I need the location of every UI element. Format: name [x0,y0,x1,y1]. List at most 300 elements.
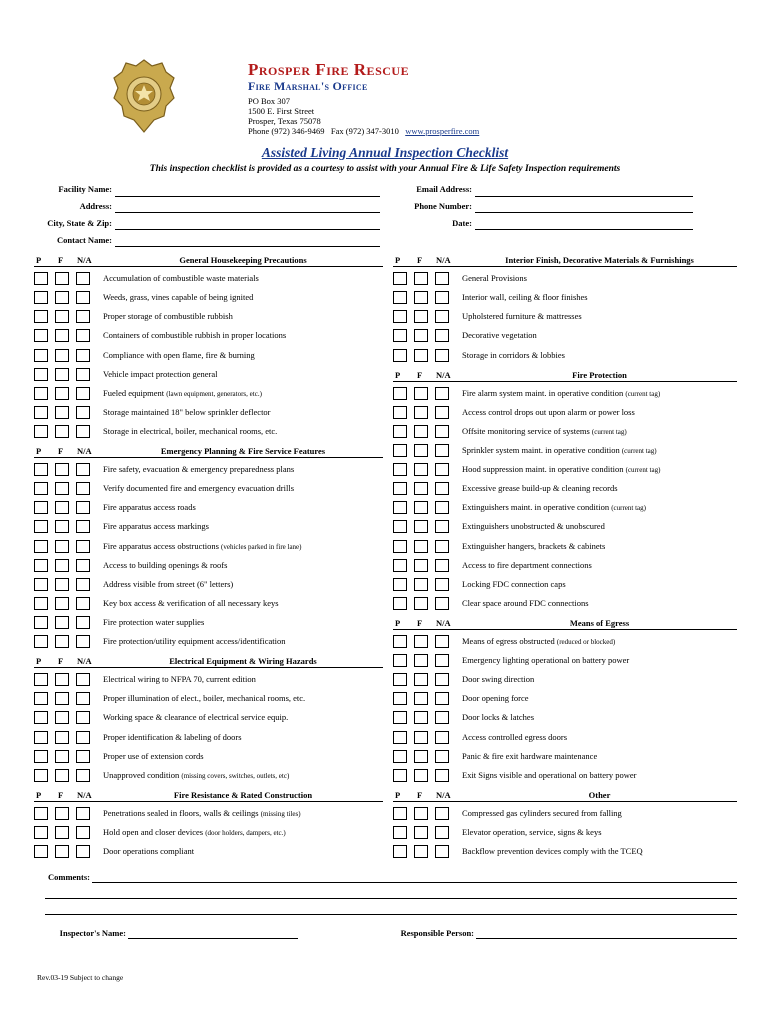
fail-checkbox[interactable] [55,711,69,724]
fail-checkbox[interactable] [414,349,428,362]
item-text: Door locks & latches [462,712,534,723]
na-checkbox[interactable] [76,349,90,362]
fail-checkbox[interactable] [414,807,428,820]
fail-checkbox[interactable] [414,711,428,724]
item-text: Access to fire department connections [462,559,592,570]
checklist-item [462,330,537,340]
checklist-item [103,483,294,493]
item-text: Fire protection/utility equipment access/identification [103,636,286,646]
pass-checkbox[interactable] [393,540,407,553]
fire-badge-logo [112,58,176,134]
fail-checkbox[interactable] [55,425,69,438]
item-text: Proper identification & labeling of doors [103,731,242,742]
pass-checkbox[interactable] [393,845,407,858]
inspector-name-field[interactable] [128,938,298,939]
item-text: Fire protection water supplies [103,616,205,627]
checklist-item [462,751,597,761]
pass-checkbox[interactable] [34,272,48,285]
na-checkbox[interactable] [76,845,90,858]
pass-checkbox[interactable] [393,711,407,724]
na-checkbox[interactable] [435,769,449,782]
page-subtitle: This inspection checklist is provided as a courtesy to assist with your Annual Fire & Life Safety Inspection requirements [149,164,621,174]
contact-name-label: Contact Name: [57,235,112,245]
item-note: (reduced or blocked) [556,638,616,646]
na-checkbox[interactable] [435,463,449,476]
section-divider [393,381,737,382]
item-text: Sprinkler system maint. in operative condition [462,445,622,455]
pass-checkbox[interactable] [393,559,407,572]
item-text: Access control drops out upon alarm or power loss [462,406,635,417]
section-divider [34,266,383,267]
comments-line[interactable] [45,914,737,915]
na-checkbox[interactable] [435,425,449,438]
na-checkbox[interactable] [435,520,449,533]
na-checkbox[interactable] [76,597,90,610]
pass-checkbox[interactable] [34,750,48,763]
col-f-header: F [58,656,64,667]
na-checkbox[interactable] [435,578,449,591]
checklist-item [462,541,605,551]
pass-checkbox[interactable] [34,349,48,362]
col-p-header: P [395,255,401,265]
checklist-item [103,598,279,608]
checklist-item [462,464,660,474]
comments-label: Comments: [47,872,90,882]
date-label: Date: [452,218,472,228]
pass-checkbox[interactable] [34,329,48,342]
col-f-header: F [417,617,423,628]
item-text: Hood suppression maint. in operative condition [462,464,626,475]
na-checkbox[interactable] [76,368,90,381]
fail-checkbox[interactable] [55,329,69,342]
item-text: Extinguishers maint. in operative condition [462,502,612,513]
fail-checkbox[interactable] [414,463,428,476]
pass-checkbox[interactable] [393,692,407,705]
checklist-item [103,292,253,302]
pass-checkbox[interactable] [393,425,407,438]
pass-checkbox[interactable] [34,711,48,724]
fail-checkbox[interactable] [414,444,428,457]
na-checkbox[interactable] [435,444,449,457]
pass-checkbox[interactable] [34,616,48,629]
na-checkbox[interactable] [435,692,449,705]
item-note: (door holders, dampers, etc.) [205,829,286,837]
na-checkbox[interactable] [76,711,90,724]
item-note: (current tag) [591,427,627,436]
item-text: Door opening force [462,693,529,704]
contact-name-field[interactable] [115,246,380,247]
na-checkbox[interactable] [76,501,90,514]
checklist-item [103,827,286,837]
checklist-item [103,674,256,684]
item-text: Exit Signs visible and operational on battery power [462,769,637,780]
na-checkbox[interactable] [435,750,449,763]
na-checkbox[interactable] [76,616,90,629]
pass-checkbox[interactable] [34,540,48,553]
item-text: Door operations compliant [103,846,195,857]
item-text: Backflow prevention devices comply with the TCEQ [462,846,643,857]
checklist-item [103,369,217,379]
address-line: 1500 E. First Street [248,106,315,116]
checklist-item [103,407,271,417]
item-text: Extinguisher hangers, brackets & cabinets [462,540,606,551]
date-field[interactable] [475,229,693,230]
item-text: Vehicle impact protection general [103,368,218,379]
pass-checkbox[interactable] [393,482,407,495]
pass-checkbox[interactable] [34,826,48,839]
fail-checkbox[interactable] [414,291,428,304]
address-field[interactable] [115,212,380,213]
fail-checkbox[interactable] [414,559,428,572]
na-checkbox[interactable] [76,578,90,591]
fail-checkbox[interactable] [55,310,69,323]
pass-checkbox[interactable] [34,597,48,610]
checklist-item [462,655,629,665]
item-text: Door swing direction [462,674,535,685]
pass-checkbox[interactable] [393,635,407,648]
col-na-header: N/A [77,446,92,456]
pass-checkbox[interactable] [393,291,407,304]
facility-name-field[interactable] [115,196,380,197]
section-divider [34,801,383,802]
item-text: Access controlled egress doors [462,731,568,742]
fail-checkbox[interactable] [55,540,69,553]
na-checkbox[interactable] [435,272,449,285]
pass-checkbox[interactable] [393,406,407,419]
na-checkbox[interactable] [76,329,90,342]
checklist-item [103,732,242,742]
col-f-header: F [417,255,423,265]
fail-checkbox[interactable] [414,654,428,667]
item-text: Accumulation of combustible waste materials [103,273,259,284]
comments-line[interactable] [92,882,737,883]
pass-checkbox[interactable] [34,845,48,858]
item-text: Means of egress obstructed [462,636,557,646]
item-text: Access to building openings & roofs [103,559,228,570]
phone-label: Phone Number: [414,201,472,211]
pass-checkbox[interactable] [393,807,407,820]
city-state-zip-field[interactable] [115,229,380,230]
fail-checkbox[interactable] [414,406,428,419]
checklist-item [103,350,255,360]
item-note: (current tag) [621,447,657,455]
fail-checkbox[interactable] [414,597,428,610]
pass-checkbox[interactable] [393,826,407,839]
fail-checkbox[interactable] [414,387,428,400]
col-na-header: N/A [436,789,451,800]
email-label: Email Address: [416,184,472,194]
col-f-header: F [58,789,64,800]
pass-checkbox[interactable] [34,520,48,533]
pass-checkbox[interactable] [393,387,407,400]
checklist-item [462,521,605,531]
fail-checkbox[interactable] [414,845,428,858]
fail-checkbox[interactable] [55,845,69,858]
na-checkbox[interactable] [76,540,90,553]
na-checkbox[interactable] [76,463,90,476]
checklist-item [462,846,643,856]
item-note: (lawn equipment, generators, etc.) [166,389,262,398]
pass-checkbox[interactable] [393,769,407,782]
checklist-item [462,770,636,780]
item-text: Upholstered furniture & mattresses [462,311,582,322]
col-na-header: N/A [436,255,451,265]
na-checkbox[interactable] [76,559,90,572]
item-text: Fire safety, evacuation & emergency preparedness plans [103,464,295,475]
checklist-item [462,350,565,360]
na-checkbox[interactable] [435,654,449,667]
na-checkbox[interactable] [76,482,90,495]
na-checkbox[interactable] [435,559,449,572]
item-text: Excessive grease build-up & cleaning records [462,483,618,494]
na-checkbox[interactable] [435,635,449,648]
checklist-item [462,273,527,283]
na-checkbox[interactable] [435,310,449,323]
na-checkbox[interactable] [435,406,449,419]
comments-line[interactable] [45,898,737,899]
item-text: Locking FDC connection caps [462,578,566,589]
pass-checkbox[interactable] [393,349,407,362]
fail-checkbox[interactable] [414,425,428,438]
fail-checkbox[interactable] [55,635,69,648]
checklist-item [462,674,534,684]
checklist-item [462,732,567,742]
item-text: Proper illumination of elect., boiler, mechanical rooms, etc. [103,693,306,704]
na-checkbox[interactable] [435,540,449,553]
na-checkbox[interactable] [435,826,449,839]
na-checkbox[interactable] [76,750,90,763]
fail-checkbox[interactable] [55,406,69,419]
pass-checkbox[interactable] [34,673,48,686]
item-note: (current tag) [625,389,661,398]
fail-checkbox[interactable] [414,769,428,782]
na-checkbox[interactable] [76,635,90,648]
fail-checkbox[interactable] [55,501,69,514]
pass-checkbox[interactable] [393,578,407,591]
item-text: Clear space around FDC connections [462,597,589,608]
pass-checkbox[interactable] [393,520,407,533]
fail-checkbox[interactable] [55,692,69,705]
na-checkbox[interactable] [76,769,90,782]
checklist-item [103,712,288,722]
fail-checkbox[interactable] [55,826,69,839]
col-na-header: N/A [77,656,92,667]
pass-checkbox[interactable] [34,291,48,304]
fail-checkbox[interactable] [55,597,69,610]
col-p-header: P [395,789,401,800]
pass-checkbox[interactable] [393,501,407,514]
na-checkbox[interactable] [435,329,449,342]
na-checkbox[interactable] [435,482,449,495]
website-link[interactable]: www.prosperfire.com [405,126,480,136]
page-title: Assisted Living Annual Inspection Checklist [261,145,509,160]
fail-checkbox[interactable] [55,463,69,476]
item-text: Decorative vegetation [462,330,537,341]
na-checkbox[interactable] [76,272,90,285]
fail-checkbox[interactable] [55,520,69,533]
fail-checkbox[interactable] [414,731,428,744]
item-text: Elevator operation, service, signs & keys [462,827,602,837]
fail-checkbox[interactable] [414,310,428,323]
pass-checkbox[interactable] [34,501,48,514]
na-checkbox[interactable] [76,425,90,438]
checklist-item [462,693,529,703]
col-p-header: P [36,656,42,667]
pass-checkbox[interactable] [34,463,48,476]
checklist-item [462,426,627,436]
fail-checkbox[interactable] [414,750,428,763]
pass-checkbox[interactable] [393,329,407,342]
checklist-item [103,560,227,570]
pass-checkbox[interactable] [393,272,407,285]
fail-checkbox[interactable] [55,387,69,400]
phone-field[interactable] [475,212,693,213]
item-text: Containers of combustible rubbish in proper locations [103,330,287,341]
checklist-item [103,636,285,646]
checklist-item [462,445,657,455]
checklist-item [103,464,294,474]
fail-checkbox[interactable] [55,673,69,686]
checklist-item [103,579,233,589]
na-checkbox[interactable] [435,387,449,400]
pass-checkbox[interactable] [34,559,48,572]
fail-checkbox[interactable] [414,272,428,285]
checklist-item [462,598,589,608]
item-text: Storage maintained 18" below sprinkler deflector [103,406,271,417]
pass-checkbox[interactable] [34,769,48,782]
pass-checkbox[interactable] [34,425,48,438]
fail-checkbox[interactable] [414,520,428,533]
na-checkbox[interactable] [76,291,90,304]
na-checkbox[interactable] [435,731,449,744]
na-checkbox[interactable] [76,807,90,820]
col-f-header: F [58,255,64,265]
pass-checkbox[interactable] [393,654,407,667]
na-checkbox[interactable] [76,406,90,419]
checklist-item [103,502,196,512]
section-divider [34,667,383,668]
pass-checkbox[interactable] [34,310,48,323]
na-checkbox[interactable] [435,673,449,686]
checklist-item [462,388,660,398]
fail-checkbox[interactable] [414,826,428,839]
fail-checkbox[interactable] [55,291,69,304]
checklist-item [462,636,615,646]
fail-checkbox[interactable] [55,750,69,763]
fail-checkbox[interactable] [414,578,428,591]
item-text: Proper use of extension cords [103,750,204,761]
col-f-header: F [58,446,64,456]
item-text: Working space & clearance of electrical service equip. [103,712,289,723]
na-checkbox[interactable] [76,731,90,744]
na-checkbox[interactable] [435,845,449,858]
na-checkbox[interactable] [435,597,449,610]
na-checkbox[interactable] [435,291,449,304]
pass-checkbox[interactable] [34,635,48,648]
fail-checkbox[interactable] [55,769,69,782]
fail-checkbox[interactable] [55,272,69,285]
section-title: Other [588,789,611,800]
item-text: Storage in corridors & lobbies [462,349,565,360]
item-text: Hold open and closer devices [103,827,206,837]
na-checkbox[interactable] [76,673,90,686]
fail-checkbox[interactable] [414,329,428,342]
section-title: Means of Egress [569,617,630,628]
col-na-header: N/A [436,617,451,628]
item-note: (missing tiles) [260,809,301,818]
item-text: Address visible from street (6" letters) [103,578,234,589]
pass-checkbox[interactable] [34,578,48,591]
email-field[interactable] [475,196,693,197]
checklist-item [103,426,277,436]
pass-checkbox[interactable] [393,673,407,686]
pass-checkbox[interactable] [34,387,48,400]
fail-checkbox[interactable] [414,635,428,648]
pass-checkbox[interactable] [393,750,407,763]
fail-checkbox[interactable] [414,692,428,705]
na-checkbox[interactable] [435,501,449,514]
na-checkbox[interactable] [76,826,90,839]
fail-checkbox[interactable] [55,578,69,591]
na-checkbox[interactable] [76,387,90,400]
responsible-person-label: Responsible Person: [400,928,474,938]
org-subtitle: Fire Marshal's Office [248,79,368,93]
pass-checkbox[interactable] [393,444,407,457]
item-text: Verify documented fire and emergency evacuation drills [103,483,295,494]
pass-checkbox[interactable] [34,692,48,705]
pass-checkbox[interactable] [34,731,48,744]
fail-checkbox[interactable] [55,731,69,744]
item-text: Panic & fire exit hardware maintenance [462,750,598,761]
section-title: Electrical Equipment & Wiring Hazards [169,656,317,667]
fail-checkbox[interactable] [55,807,69,820]
na-checkbox[interactable] [76,310,90,323]
na-checkbox[interactable] [435,711,449,724]
fail-checkbox[interactable] [414,540,428,553]
pass-checkbox[interactable] [393,310,407,323]
pass-checkbox[interactable] [34,482,48,495]
na-checkbox[interactable] [435,807,449,820]
pass-checkbox[interactable] [34,807,48,820]
fail-checkbox[interactable] [414,501,428,514]
responsible-person-field[interactable] [476,938,737,939]
col-na-header: N/A [436,369,451,380]
checklist-item [103,617,204,627]
item-text: Emergency lighting operational on battery power [462,655,630,666]
pass-checkbox[interactable] [34,406,48,419]
na-checkbox[interactable] [76,692,90,705]
pass-checkbox[interactable] [393,597,407,610]
na-checkbox[interactable] [76,520,90,533]
pass-checkbox[interactable] [393,463,407,476]
pass-checkbox[interactable] [393,731,407,744]
checklist-item [103,330,286,340]
section-divider [34,457,383,458]
fail-checkbox[interactable] [55,616,69,629]
address-label: Address: [79,201,112,211]
fail-checkbox[interactable] [414,673,428,686]
item-text: Penetrations sealed in floors, walls & ceilings [103,807,261,818]
fail-checkbox[interactable] [55,368,69,381]
item-text: Fire apparatus access markings [103,521,209,532]
na-checkbox[interactable] [435,349,449,362]
fail-checkbox[interactable] [55,482,69,495]
fail-checkbox[interactable] [55,349,69,362]
address-line: PO Box 307 [248,96,291,106]
pass-checkbox[interactable] [34,368,48,381]
fail-checkbox[interactable] [55,559,69,572]
fail-checkbox[interactable] [414,482,428,495]
